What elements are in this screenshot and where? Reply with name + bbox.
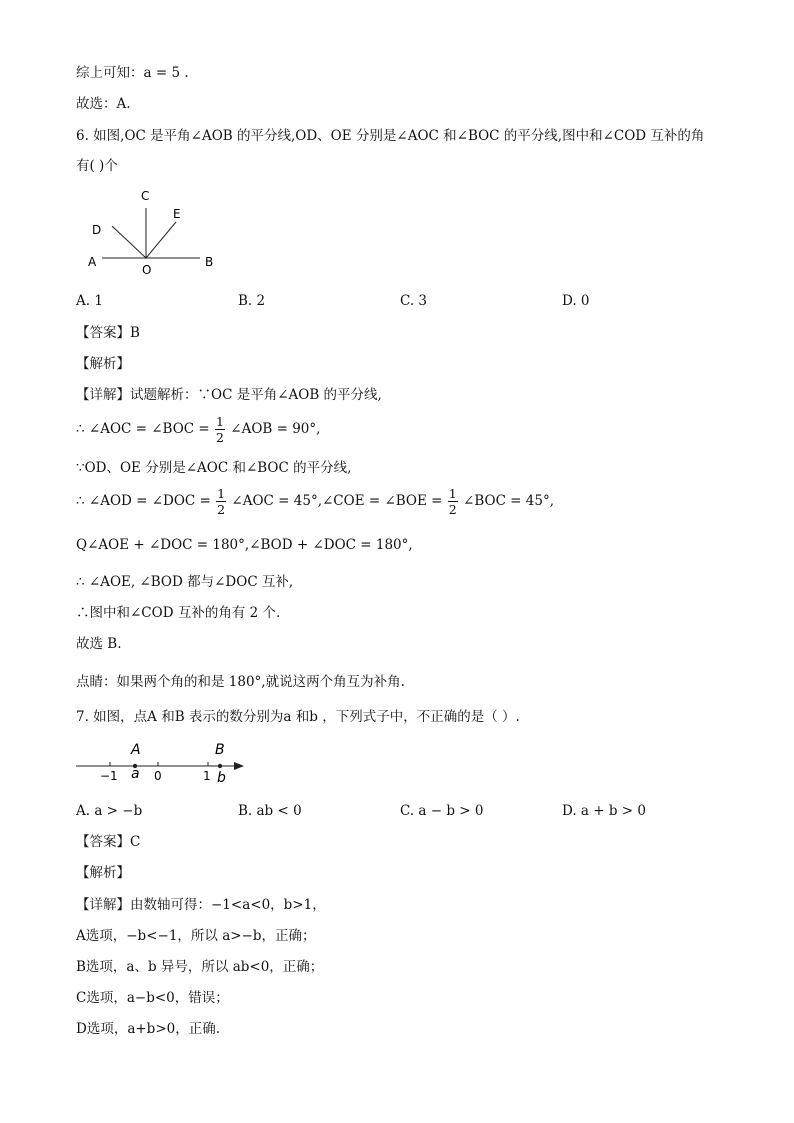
q7-detail-3: B选项，a、b 异号，所以 ab<0，正确；: [76, 959, 324, 975]
label-C: C: [141, 189, 150, 203]
ray-OE: [146, 222, 176, 258]
q7-detail-1: 【详解】由数轴可得：−1<a<0，b>1，: [76, 897, 326, 913]
q7-stem: 7. 如图，点A 和B 表示的数分别为a 和b ，下列式子中，不正确的是（ ）.: [76, 709, 520, 725]
q6-detail-4-middle: ∠AOC = 45°,∠COE = ∠BOE =: [231, 493, 443, 509]
q6-angle-figure: [80, 182, 230, 282]
prev-choice: 故选：A.: [76, 96, 131, 112]
q6-detail-8: 故选 B.: [76, 636, 122, 652]
q6-stem-line1: 6. 如图,OC 是平角∠AOB 的平分线,OD、OE 分别是∠AOC 和∠BOC 的平分线,图中和∠COD 互补的角: [76, 128, 705, 144]
label-point-A: A: [131, 742, 141, 758]
tick-label-neg1: −1: [100, 769, 118, 783]
axis-arrow-icon: [234, 762, 244, 770]
q6-detail-2: [76, 412, 320, 446]
q7-answer: 【答案】C: [76, 834, 141, 850]
q6-detail-2-tail: ∠AOB = 90°,: [230, 421, 321, 437]
label-B: B: [205, 255, 214, 269]
q6-option-d[interactable]: D. 0: [562, 293, 590, 309]
fraction-one-half: $\frac{1}{2}$: [216, 414, 224, 445]
q6-stem-line2: 有( )个: [76, 158, 118, 174]
label-D: D: [92, 223, 102, 237]
q6-detail-6: ∴ ∠AOE, ∠BOD 都与∠DOC 互补,: [76, 574, 294, 590]
q7-option-c[interactable]: C. a − b > 0: [400, 803, 484, 819]
q6-detail-5: Q∠AOE + ∠DOC = 180°,∠BOD + ∠DOC = 180°,: [76, 537, 413, 553]
q6-analysis-title: 【解析】: [76, 356, 130, 372]
q6-option-b[interactable]: B. 2: [238, 293, 266, 309]
label-A: A: [88, 255, 97, 269]
tick-label-1: 1: [203, 769, 211, 783]
label-O: O: [142, 263, 152, 277]
q7-detail-2: A选项，−b<−1，所以 a>−b，正确；: [76, 928, 316, 944]
q6-detail-4-lead: ∴ ∠AOD = ∠DOC =: [76, 493, 211, 509]
q6-detail-1: 【详解】试题解析：∵OC 是平角∠AOB 的平分线,: [76, 387, 382, 403]
q7-analysis-title: 【解析】: [76, 865, 130, 881]
q6-detail-2-lead: ∴ ∠AOC = ∠BOC =: [76, 421, 210, 437]
q6-detail-3: ∵OD、OE 分别是∠AOC 和∠BOC 的平分线,: [76, 460, 352, 476]
ray-OD: [112, 226, 146, 258]
tick-label-0: 0: [154, 769, 162, 783]
fraction-one-half: $\frac{1}{2}$: [448, 486, 457, 517]
q6-option-c[interactable]: C. 3: [400, 293, 428, 309]
q7-option-d[interactable]: D. a + b > 0: [562, 803, 646, 819]
q6-answer: 【答案】B: [76, 325, 140, 341]
fraction-one-half: $\frac{1}{2}$: [217, 486, 226, 517]
q6-detail-7: ∴图中和∠COD 互补的角有 2 个.: [76, 605, 281, 621]
q6-option-a[interactable]: A. 1: [76, 293, 103, 309]
q7-option-a[interactable]: A. a > −b: [76, 803, 143, 819]
label-point-B: B: [215, 742, 225, 758]
label-E: E: [173, 207, 181, 221]
point-b: [218, 764, 222, 768]
label-b: b: [217, 770, 226, 786]
q7-option-b[interactable]: B. ab < 0: [238, 803, 302, 819]
q6-detail-4: [76, 484, 554, 518]
q7-detail-5: D选项，a+b>0，正确.: [76, 1021, 221, 1037]
q6-detail-4-tail: ∠BOC = 45°,: [463, 493, 555, 509]
q7-number-line: [74, 738, 249, 786]
prev-conclusion: 综上可知：a = 5 .: [76, 65, 189, 81]
q7-detail-4: C选项，a−b<0，错误；: [76, 990, 229, 1006]
label-a: a: [131, 766, 140, 782]
q6-tip: 点睛：如果两个角的和是 180°,就说这两个角互为补角.: [76, 674, 405, 690]
